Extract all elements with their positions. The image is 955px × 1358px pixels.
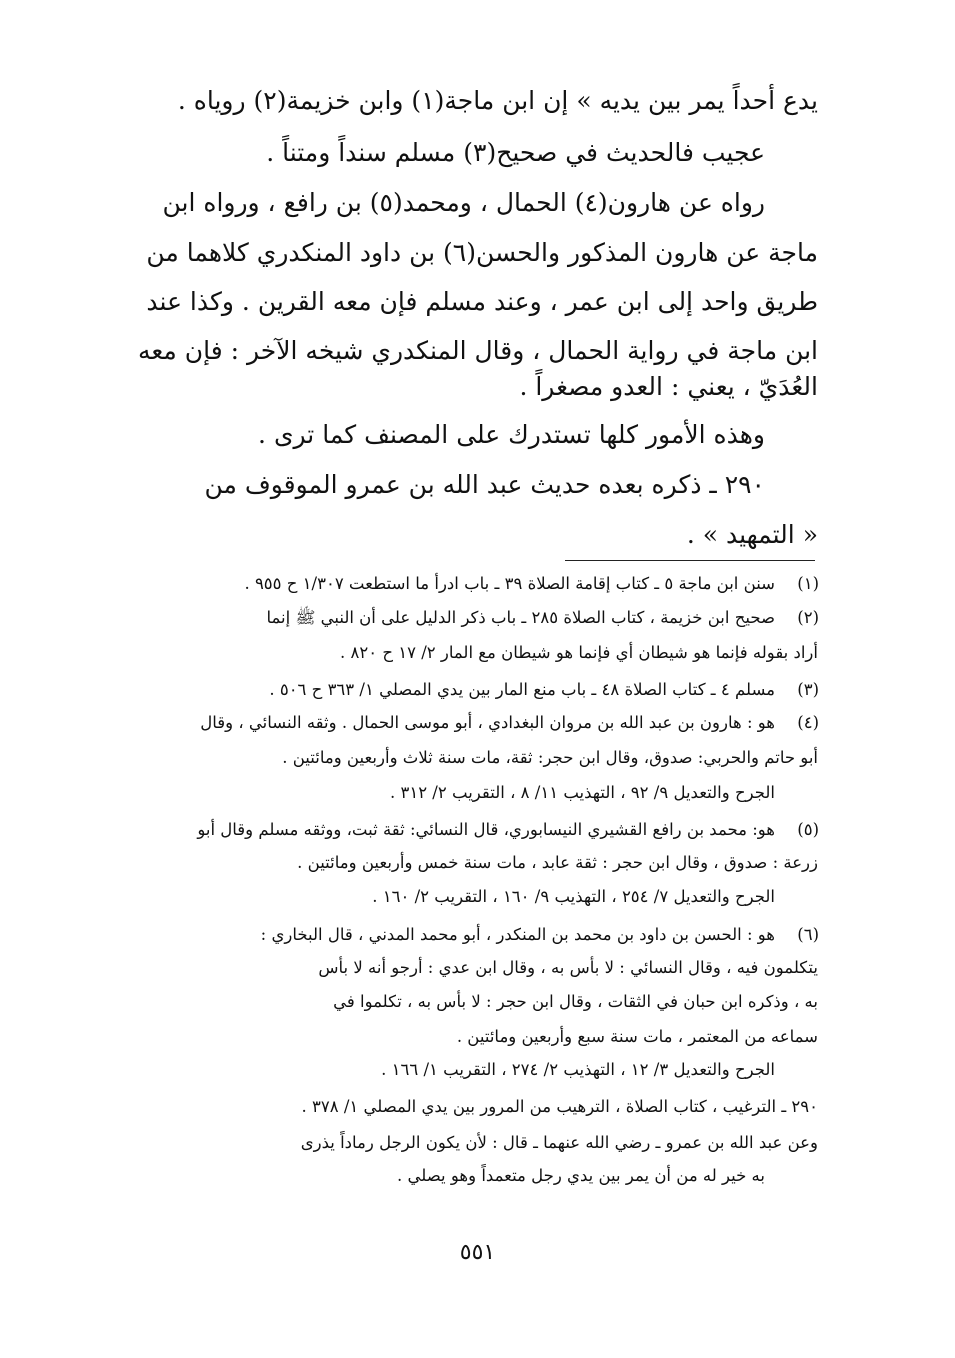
- footnote-line: صحيح ابن خزيمة ، كتاب الصلاة ٢٨٥ ـ باب ذكر الدليل على أن النبي ﷺ إنما: [266, 608, 775, 627]
- footnote-line: هو : الحسن بن داود بن محمد بن المنكدر ، أبو محمد المدني ، قال البخاري :: [260, 925, 775, 944]
- main-line: العُدَيّ ، يعني : العدو مصغراً .: [519, 372, 818, 401]
- main-line: ٢٩٠ ـ ذكره بعده حديث عبد الله بن عمرو الموقوف من: [204, 470, 765, 499]
- main-line: ابن ماجة في رواية الحمال ، وقال المنكدري شيخه الآخر : فإن معه: [137, 336, 818, 365]
- footnote-line: الجرح والتعديل ٣/ ١٢ ، التهذيب ٢/ ٢٧٤ ، التقريب ١/ ١٦٦ .: [381, 1060, 775, 1079]
- footnote-line: هو: محمد بن رافع القشيري النيسابوري، قال النسائي: ثقة ثبت، ووثقه مسلم وقال أبو: [197, 820, 775, 839]
- footnote-number: (٦): [797, 925, 819, 944]
- main-line: « التمهيد » .: [686, 520, 818, 549]
- footnote-line: أراد بقوله فإنما هو شيطان أي فإنما هو شيطان مع المار ٢/ ١٧ ح ٨٢٠ .: [339, 643, 818, 662]
- footnote-line: سماعه من المعتمر ، مات سنة سبع وأربعين ومائتين .: [456, 1027, 818, 1046]
- note-line: وعن عبد الله بن عمرو ـ رضي الله عنهما ـ قال : لأن يكون الرجل رماداً يذرى: [300, 1133, 818, 1152]
- note-line: به خير له من أن يمر بين يدي رجل متعمداً وهو يصلي .: [397, 1166, 765, 1185]
- page-number: ٥٥١: [459, 1240, 496, 1265]
- main-line: طريق واحد إلى ابن عمر ، وعند مسلم فإن معه القرين . وكذا عند: [146, 287, 818, 316]
- footnote-line: هو : هارون بن عبد الله بن مروان البغدادي ، أبو موسى الحمال . وثقه النسائي ، وقال: [200, 713, 775, 732]
- footnote-line: به ، وذكره ابن حبان في الثقات ، وقال ابن حجر : لا بأس به ، تكلموا في: [333, 992, 818, 1011]
- main-line: وهذه الأمور كلها تستدرك على المصنف كما ترى .: [258, 420, 765, 449]
- main-line: يدع أحداً يمر بين يديه » إن ابن ماجة(١) وابن خزيمة(٢) روياه .: [177, 86, 818, 115]
- footnote-divider: [565, 560, 815, 561]
- footnote-number: (٢): [797, 608, 819, 627]
- footnote-line: الجرح والتعديل ٩/ ٩٢ ، التهذيب ١١/ ٨ ، التقريب ٢/ ٣١٢ .: [389, 783, 775, 802]
- footnote-line: يتكلمون فيه ، وقال النسائي : لا بأس به ، وقال ابن عدي : أرجو أنه لا بأس: [318, 958, 818, 977]
- footnote-line: مسلم ٤ ـ كتاب الصلاة ٤٨ ـ باب منع المار بين يدي المصلي ١/ ٣٦٣ ح ٥٠٦ .: [269, 680, 775, 699]
- main-line: ماجة عن هارون المذكور والحسن(٦) بن داود المنكدري كلاهما من: [146, 238, 818, 267]
- footnote-line: زرعة : صدوق ، وقال ابن حجر : ثقة عابد ، مات سنة خمس وأربعين ومائتين .: [297, 853, 818, 872]
- footnote-number: (٤): [797, 713, 819, 732]
- footnote-line: الجرح والتعديل ٧/ ٢٥٤ ، التهذيب ٩/ ١٦٠ ، التقريب ٢/ ١٦٠ .: [372, 887, 775, 906]
- note-line: ٢٩٠ ـ الترغيب ، كتاب الصلاة ، الترهيب من المرور بين يدي المصلي ١/ ٣٧٨ .: [301, 1097, 818, 1116]
- main-line: رواه عن هارون(٤) الحمال ، ومحمد(٥) بن رافع ، ورواه ابن: [162, 188, 765, 217]
- footnote-line: أبو حاتم والحربي: صدوق، وقال ابن حجر: ثقة، مات سنة ثلاث وأربعين ومائتين .: [282, 748, 818, 767]
- footnote-number: (٥): [797, 820, 819, 839]
- footnote-line: سنن ابن ماجة ٥ ـ كتاب إقامة الصلاة ٣٩ ـ باب ادرأ ما استطعت ١/٣٠٧ ح ٩٥٥ .: [244, 574, 775, 593]
- main-line: عجيب فالحديث في صحيح(٣) مسلم سنداً ومتناً .: [266, 138, 765, 167]
- footnote-number: (١): [797, 574, 819, 593]
- footnote-number: (٣): [797, 680, 819, 699]
